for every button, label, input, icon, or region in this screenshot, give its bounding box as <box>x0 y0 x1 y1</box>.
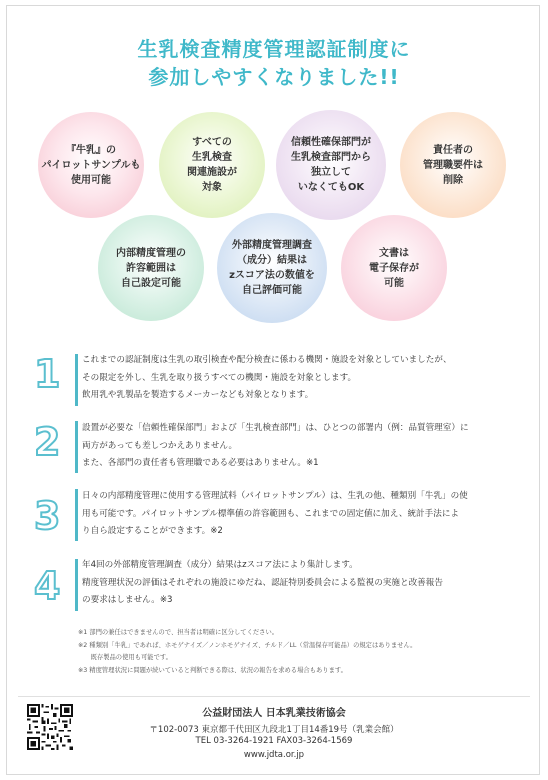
section-text <box>82 352 522 405</box>
organization-name: 公益財団法人 日本乳業技術協会 <box>202 708 346 719</box>
footnote: ※3 精度管理状況に問題が続いていると判断できる際は、状況の報告を求める場合もあります。 <box>78 666 347 674</box>
feature-circle-label: 『牛乳』の パイロットサンプルも 使用可能 <box>41 144 141 186</box>
section-line: り自ら設定することができます。※2 <box>82 526 223 536</box>
feature-circle-label: すべての 生乳検査 関連施設が 対象 <box>187 137 237 193</box>
section-text <box>82 557 522 610</box>
section-line: 日々の内部精度管理に使用する管理試料（パイロットサンプル）は、生乳の他、種類別「牛乳」の使 <box>82 491 468 501</box>
organization-phone: TEL 03-3264-1921 FAX03-3264-1569 <box>195 736 353 746</box>
section-line: その限定を外し、生乳を取り扱うすべての機関・施設を対象とします。 <box>82 372 357 383</box>
section-line: の要求はしません。※3 <box>82 595 173 605</box>
feature-circle-manager-requirement <box>400 112 506 218</box>
footnotes <box>78 627 518 677</box>
section-line: 両方があっても差しつかえありません。 <box>82 440 238 451</box>
feature-circle-external-zscore <box>217 213 327 323</box>
section-divider <box>75 421 78 473</box>
section-line: また、各部門の責任者も管理職である必要はありません。※1 <box>82 458 319 468</box>
feature-circle-label: 文書は 電子保存が 可能 <box>369 247 419 289</box>
feature-circle-electronic-docs <box>341 215 447 321</box>
section-line: 用も可能です。パイロットサンプル標準値の許容範囲も、これまでの固定値に加え、統計手法によ <box>82 508 460 519</box>
feature-circle-label: 責任者の 管理職要件は 削除 <box>423 144 483 186</box>
organization-website-link[interactable]: www.jdta.or.jp <box>243 750 305 760</box>
page-title-line2: 参加しやすくなりました!! <box>148 65 400 89</box>
feature-circle-label: 内部精度管理の 許容範囲は 自己設定可能 <box>116 247 186 289</box>
section-number: 3 <box>34 494 61 538</box>
feature-circle-all-facilities <box>159 112 265 218</box>
footer-divider <box>18 696 530 697</box>
feature-circle-label: 外部精度管理調査 （成分）結果は zスコア法の数値を 自己評価可能 <box>229 240 315 296</box>
section-line: これまでの認証制度は生乳の取引検査や配分検査に係わる機関・施設を対象としていましたが、 <box>82 355 452 365</box>
feature-circle-reliability-dept <box>276 110 386 220</box>
feature-circle-label: 信頼性確保部門が 生乳検査部門から 独立して いなくてもOK <box>291 137 371 193</box>
footnote: ※1 部門の兼任はできませんので、担当者は明確に区分してください。 <box>78 629 279 636</box>
section-text <box>82 420 522 473</box>
page-title-line1: 生乳検査精度管理認証制度に <box>137 37 411 61</box>
footnote: 既存製品の使用も可能です。 <box>78 654 172 661</box>
feature-circle-internal-tolerance <box>98 215 204 321</box>
section-line: 年4回の外部精度管理調査（成分）結果はzスコア法により集計します。 <box>82 560 358 570</box>
footnote: ※2 種類別「牛乳」であれば、ホモゲナイズ／ノンホモゲナイズ、チルド／LL（常温保存可能品）の規定はありません。 <box>78 641 417 649</box>
section-line: 設置が必要な「信頼性確保部門」および「生乳検査部門」は、ひとつの部署内（例：品質管理室）に <box>82 423 469 433</box>
section-divider <box>75 559 78 611</box>
section-number: 4 <box>34 564 61 608</box>
section-number: 1 <box>34 352 61 396</box>
section-divider <box>75 489 78 541</box>
section-number: 2 <box>34 420 61 464</box>
section-line: 飲用乳や乳製品を製造するメーカーなども対象となります。 <box>82 390 314 400</box>
organization-address: 〒102-0073 東京都千代田区九段北1丁目14番19号（乳業会館） <box>149 725 399 735</box>
feature-circle-milk-pilot-sample <box>38 112 144 218</box>
section-text <box>82 488 522 541</box>
section-line: 精度管理状況の評価はそれぞれの施設にゆだね、認証特別委員会による監視の実施と改善報告 <box>82 577 443 588</box>
section-divider <box>75 354 78 406</box>
